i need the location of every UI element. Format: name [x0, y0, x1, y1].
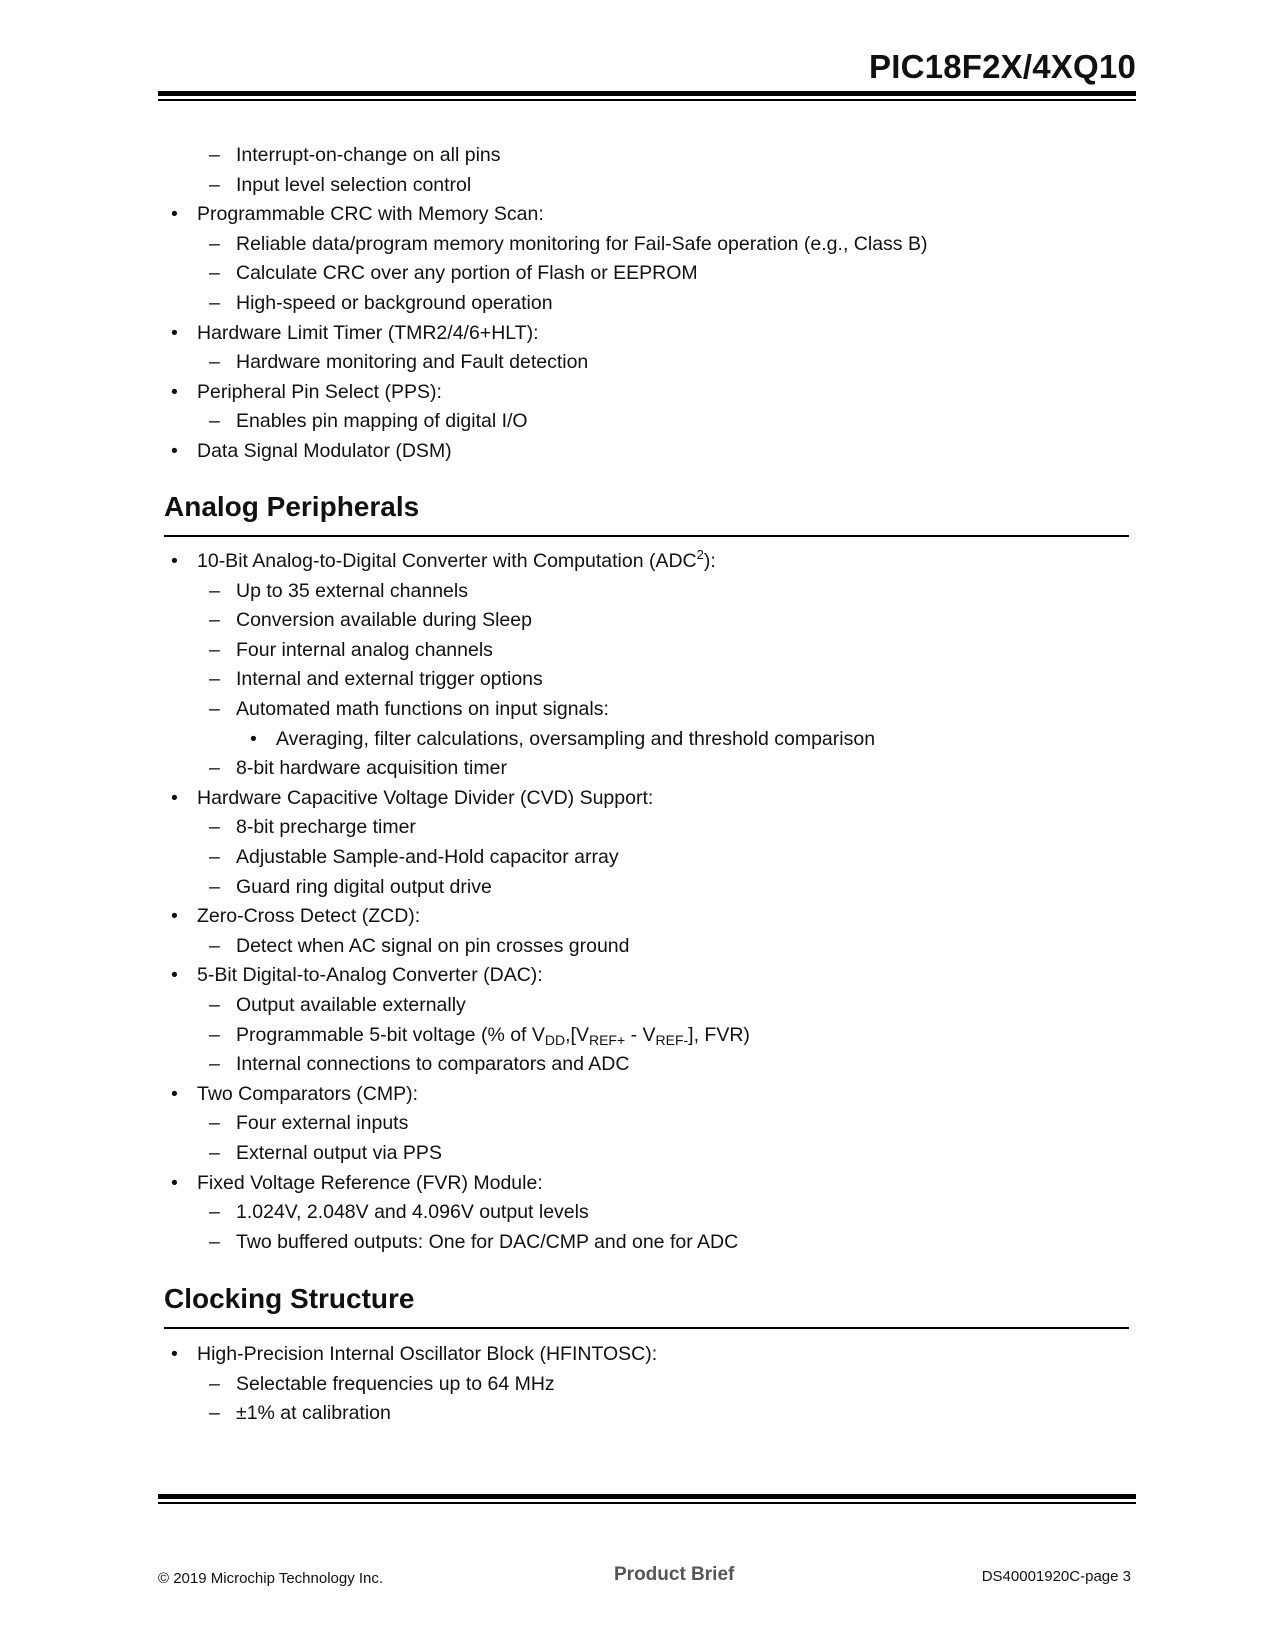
item-text: Hardware monitoring and Fault detection	[236, 351, 589, 374]
dash-marker: –	[209, 579, 220, 602]
sub-list-item	[209, 1372, 555, 1396]
item-text: 8-bit precharge timer	[236, 816, 416, 839]
text-fragment: - V	[625, 1023, 656, 1046]
bullet-marker: •	[171, 550, 178, 572]
dash-marker: –	[209, 232, 220, 255]
dash-marker: –	[209, 698, 220, 720]
item-text: Adjustable Sample-and-Hold capacitor array	[236, 846, 619, 868]
item-text: Selectable frequencies up to 64 MHz	[236, 1372, 555, 1395]
item-text: 1.024V, 2.048V and 4.096V output levels	[236, 1201, 589, 1224]
sub-list-item	[209, 409, 528, 433]
sub-list-item	[209, 993, 466, 1017]
item-text: Reliable data/program memory monitoring for Fail-Safe operation (e.g., Class B)	[236, 232, 928, 255]
item-text: Input level selection control	[236, 173, 472, 196]
subscript: DD	[544, 1031, 566, 1048]
bullet-marker: •	[171, 1343, 178, 1365]
section-heading-clocking-structure: Clocking Structure	[164, 1283, 415, 1314]
dash-marker: –	[209, 1112, 220, 1135]
sub-list-item	[209, 845, 619, 869]
bullet-marker: •	[171, 786, 178, 809]
sub-list-item	[209, 291, 553, 315]
dash-marker: –	[209, 292, 220, 314]
sub-list-item	[209, 1111, 409, 1135]
bullet-marker: •	[171, 440, 178, 462]
bullet-marker: •	[171, 964, 178, 987]
subscript: REF+	[588, 1031, 626, 1048]
bullet-marker: •	[171, 1082, 178, 1105]
item-text: Up to 35 external channels	[236, 579, 468, 602]
sub-list-item	[209, 608, 532, 632]
document-title: PIC18F2X/4XQ10	[869, 48, 1136, 85]
item-text: 5-Bit Digital-to-Analog Converter (DAC):	[197, 964, 543, 987]
dash-marker: –	[209, 1402, 220, 1425]
sub-list-item	[209, 261, 698, 285]
item-text: Guard ring digital output drive	[236, 875, 492, 898]
section-rule	[164, 1327, 1129, 1329]
item-text: Output available externally	[236, 994, 466, 1016]
sub-list-item	[209, 638, 493, 662]
header-rule-thick	[158, 91, 1136, 96]
sub-list-item	[209, 232, 928, 256]
text-fragment: ):	[703, 550, 716, 572]
footer-copyright: © 2019 Microchip Technology Inc.	[158, 1570, 384, 1587]
list-item	[171, 904, 421, 928]
sub-list-item	[209, 1401, 391, 1425]
item-text: Two buffered outputs: One for DAC/CMP and one for ADC	[236, 1230, 739, 1253]
sub-list-item	[209, 875, 492, 899]
sub-list-item	[209, 579, 468, 603]
list-item	[171, 1342, 658, 1366]
sub-list-item	[209, 173, 472, 197]
item-text: Fixed Voltage Reference (FVR) Module:	[197, 1171, 543, 1194]
item-text: External output via PPS	[236, 1142, 442, 1164]
list-item	[171, 1082, 419, 1106]
text-fragment: 10-Bit Analog-to-Digital Converter with Computation (ADC	[197, 550, 697, 572]
list-item	[171, 963, 543, 987]
footer-product-brief: Product Brief	[614, 1564, 735, 1585]
dash-marker: –	[209, 757, 220, 780]
item-text: Hardware Limit Timer (TMR2/4/6+HLT):	[197, 321, 539, 344]
footer-rule-thin	[158, 1502, 1136, 1504]
dash-marker: –	[209, 173, 220, 196]
list-item-adc	[171, 547, 716, 573]
item-text: Zero-Cross Detect (ZCD):	[197, 905, 421, 928]
dash-marker: –	[209, 410, 220, 433]
bullet-marker: •	[171, 1171, 178, 1194]
item-text: Automated math functions on input signals:	[236, 698, 609, 720]
superscript: 2	[696, 547, 704, 562]
footer-page-number: DS40001920C-page 3	[981, 1568, 1131, 1585]
sub-list-item	[209, 1230, 739, 1254]
item-text: High-Precision Internal Oscillator Block (HFINTOSC):	[197, 1343, 658, 1365]
dash-marker: –	[209, 934, 220, 957]
dash-marker: –	[209, 1201, 220, 1224]
item-text: Data Signal Modulator (DSM)	[197, 440, 452, 462]
sub-list-item	[209, 697, 609, 721]
item-text: Interrupt-on-change on all pins	[236, 144, 501, 166]
sub-list-item	[209, 815, 416, 839]
dash-marker: –	[209, 638, 220, 661]
item-text: Programmable CRC with Memory Scan:	[197, 203, 544, 226]
item-text: 8-bit hardware acquisition timer	[236, 757, 507, 780]
sub-list-item	[209, 143, 501, 167]
section-rule	[164, 535, 1129, 537]
dash-marker: –	[209, 1023, 220, 1046]
dash-marker: –	[209, 1230, 220, 1253]
list-item	[171, 202, 544, 226]
bullet-marker: •	[171, 905, 178, 928]
list-item	[171, 1171, 543, 1195]
item-text: Hardware Capacitive Voltage Divider (CVD) Support:	[197, 786, 654, 809]
item-text: Internal connections to comparators and ADC	[236, 1053, 630, 1076]
bullet-marker: •	[171, 380, 178, 403]
dash-marker: –	[209, 668, 220, 691]
sub-list-item	[209, 1052, 630, 1076]
dash-marker: –	[209, 816, 220, 839]
dash-marker: –	[209, 994, 220, 1016]
item-text: Two Comparators (CMP):	[197, 1082, 419, 1105]
dash-marker: –	[209, 609, 220, 632]
list-item	[171, 380, 442, 404]
item-text: High-speed or background operation	[236, 292, 553, 314]
item-text: ±1% at calibration	[236, 1402, 391, 1425]
bullet-marker: •	[171, 321, 178, 344]
subscript: REF-	[655, 1031, 689, 1048]
item-text: Enables pin mapping of digital I/O	[236, 410, 528, 433]
sub-list-item-dac-voltage	[209, 1023, 750, 1048]
dash-marker: –	[209, 846, 220, 868]
list-item	[171, 321, 539, 345]
dash-marker: –	[209, 144, 220, 166]
sub-list-item	[209, 350, 589, 374]
text-fragment: ,[V	[565, 1023, 589, 1046]
dash-marker: –	[209, 875, 220, 898]
sub-list-item	[209, 756, 507, 780]
item-text: Four external inputs	[236, 1112, 409, 1135]
sub-list-item	[209, 667, 543, 691]
dash-marker: –	[209, 1053, 220, 1076]
text-fragment: ], FVR)	[688, 1023, 750, 1046]
list-item	[171, 786, 654, 810]
section-heading-analog-peripherals: Analog Peripherals	[164, 491, 420, 522]
dash-marker: –	[209, 351, 220, 374]
sub-list-item	[209, 934, 630, 958]
sub-list-item	[209, 1200, 589, 1224]
dash-marker: –	[209, 1142, 220, 1164]
item-text: Peripheral Pin Select (PPS):	[197, 380, 442, 403]
item-text: Four internal analog channels	[236, 638, 493, 661]
sub-list-item	[209, 1141, 442, 1165]
list-item	[171, 439, 452, 463]
item-text: Averaging, filter calculations, oversampling and threshold comparison	[276, 727, 876, 750]
bullet-marker: •	[171, 203, 178, 226]
item-text: Calculate CRC over any portion of Flash or EEPROM	[236, 262, 698, 285]
item-text: Detect when AC signal on pin crosses ground	[236, 934, 630, 957]
footer-rule-thick	[158, 1494, 1136, 1499]
dash-marker: –	[209, 1372, 220, 1395]
item-text: Internal and external trigger options	[236, 668, 543, 691]
dash-marker: –	[209, 262, 220, 285]
list-item	[250, 727, 876, 751]
bullet-marker: •	[250, 727, 257, 750]
header-rule-thin	[158, 99, 1136, 101]
text-fragment: Programmable 5-bit voltage (% of V	[236, 1023, 545, 1046]
item-text: Conversion available during Sleep	[236, 609, 532, 632]
